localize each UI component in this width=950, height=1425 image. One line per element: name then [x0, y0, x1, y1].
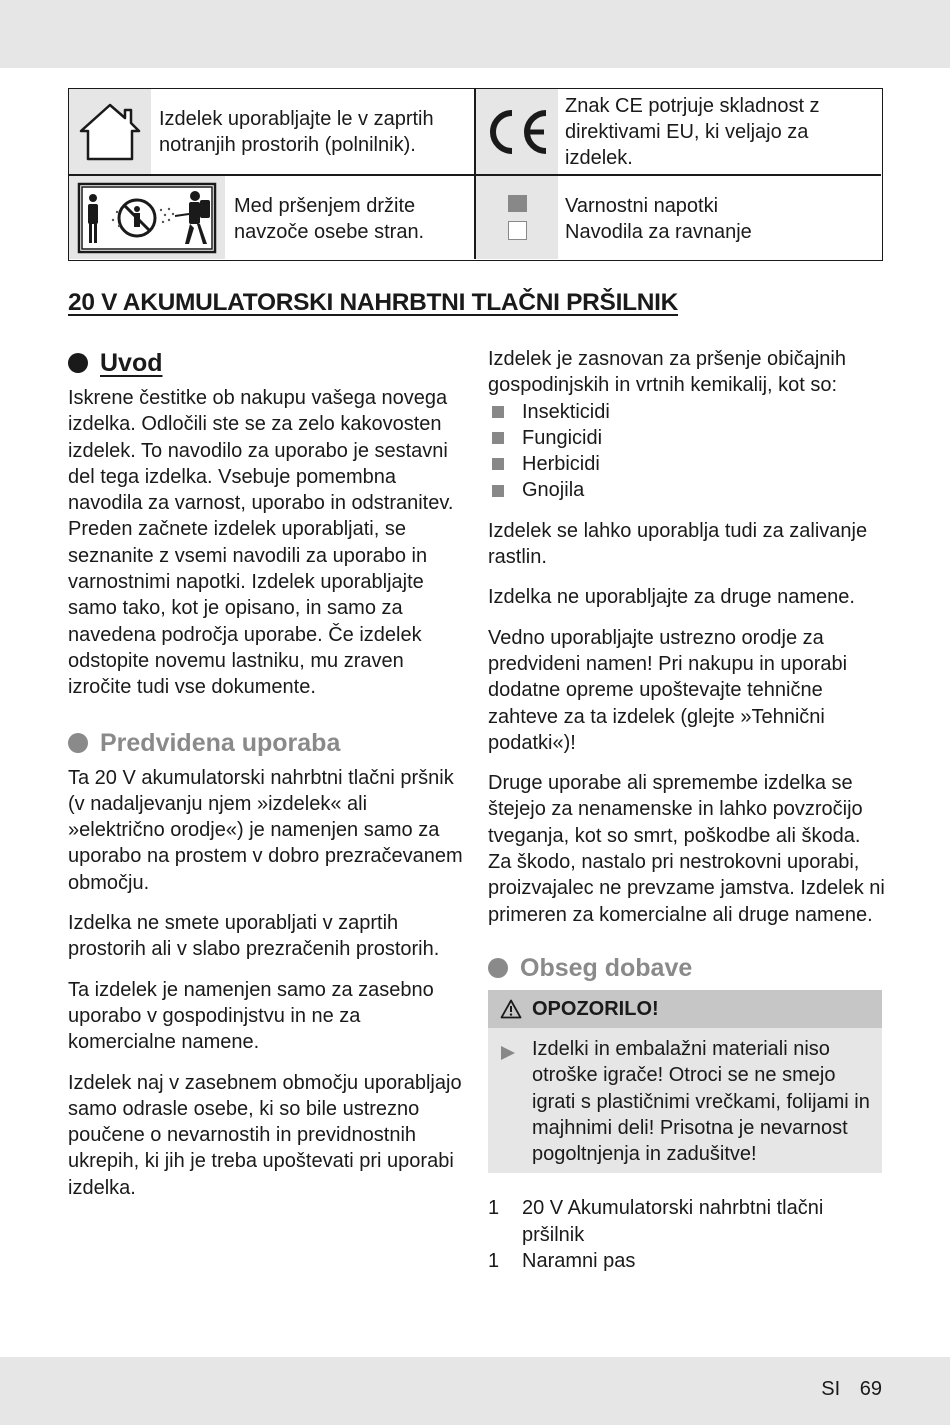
bullet-dot-icon	[488, 958, 508, 978]
list-item: Gnojila	[488, 477, 886, 503]
bullet-dot-icon	[68, 733, 88, 753]
bullet-dot-icon	[68, 353, 88, 373]
warning-header	[488, 990, 882, 1028]
list-item: 1 Naramni pas	[488, 1250, 636, 1273]
page-footer	[821, 1378, 882, 1401]
paragraph: Izdelka ne uporabljajte za druge namene.	[488, 586, 855, 609]
safety-notes-label: Varnostni napotki	[565, 195, 719, 217]
chemicals-list	[488, 399, 886, 504]
paragraph: Izdelka ne smete uporabljati v zaprtih prostorih ali v slabo prezračenih prostorih.	[68, 912, 440, 961]
scope-list	[488, 1195, 886, 1274]
square-bullet-icon	[492, 485, 504, 497]
paragraph: Vedno uporabljajte ustrezno orodje za predvideni namen! Pri nakupu in uporabi dodatne opreme upoštevajte tehnične zahteve za ta izdelek (glejte »Tehnični podatki«)!	[488, 626, 848, 754]
section-heading-scope: Obseg dobave	[488, 950, 886, 986]
safety-note-square-icon	[508, 195, 527, 212]
arrow-right-icon	[500, 1036, 532, 1167]
section-heading-uvod: Uvod	[68, 345, 463, 381]
symbol-text-indoor: Izdelek uporabljajte le v zaprtih notranjih prostorih (polnilnik).	[159, 108, 434, 156]
warning-text: Izdelki in embalažni materiali niso otroške igrače! Otroci se ne smejo igrati s plastičnimi vrečkami, folijami in majhnimi deli! Prisotna je nevarnost pogoltnjenja in zadušitve!	[532, 1037, 870, 1166]
paragraph: Ta 20 V akumulatorski nahrbtni tlačni pršnik (v nadaljevanju njem »izdelek« ali »električno orodje«) je namenjen samo za uporabo na prostem v dobro prezračevanem območju.	[68, 766, 463, 894]
symbol-text-ce: Znak CE potrjuje skladnost z direktivami EU, ki veljajo za izdelek.	[565, 95, 820, 169]
square-bullet-icon	[492, 406, 504, 418]
paragraph: Izdelek se lahko uporablja tudi za zalivanje rastlin.	[488, 519, 868, 569]
section-heading-intended-use: Predvidena uporaba	[68, 725, 463, 761]
list-item: Insekticidi	[488, 399, 886, 425]
paragraph: Ta izdelek je namenjen samo za zasebno uporabo v gospodinjstvu in ne za komercialne namene.	[68, 978, 434, 1054]
symbol-text-bystanders: Med pršenjem držite navzoče osebe stran.	[234, 195, 425, 243]
list-item: Fungicidi	[488, 425, 886, 451]
left-column	[68, 345, 463, 1215]
warning-title: OPOZORILO!	[532, 997, 659, 1020]
symbol-text-notes	[565, 193, 875, 245]
list-item: 1 20 V Akumulatorski nahrbtni tlačni pršilnik	[488, 1197, 824, 1246]
page-title: 20 V AKUMULATORSKI NAHRBTNI TLAČNI PRŠILNIK	[68, 289, 679, 316]
right-column	[488, 346, 886, 1274]
square-bullet-icon	[492, 458, 504, 470]
language-code: SI	[821, 1378, 841, 1400]
notes-symbols	[476, 176, 558, 259]
paragraph: Izdelek naj v zasebnem območju uporabljajo samo odrasle osebe, ki so bile ustrezno poučene o nevarnostih in previdnostnih ukrepih, ki jih je treba upoštevati pri uporabi izdelka.	[68, 1071, 462, 1199]
ce-mark-icon	[476, 89, 558, 174]
keep-bystanders-away-icon	[69, 176, 225, 259]
list-item: Herbicidi	[488, 451, 886, 477]
instructions-label: Navodila za ravnanje	[565, 221, 752, 243]
warning-body	[488, 1028, 882, 1167]
warning-box	[488, 990, 882, 1173]
square-bullet-icon	[492, 432, 504, 444]
top-band	[0, 0, 950, 68]
house-icon	[69, 89, 151, 174]
bottom-band	[0, 1357, 950, 1425]
symbol-table	[68, 88, 883, 261]
warning-triangle-icon	[500, 999, 522, 1019]
instruction-square-icon	[508, 221, 527, 240]
uvod-paragraph: Iskrene čestitke ob nakupu vašega novega izdelka. Odločili ste se za zelo kakovosten izdelek. To navodilo za uporabo je sestavni del tega izdelka. Vsebuje pomembna navodila za varnost, uporabo in odstranitev. Preden začnete izdelek uporabljati, se seznanite z vsemi navodili za uporabo in varnostnimi napotki. Izdelek uporabljajte samo tako, kot je opisano, in samo za navedena področja uporabe. Če izdelek odstopite novemu lastniku, mu zraven izročite tudi vse dokumente.	[68, 387, 454, 699]
page-number: 69	[859, 1378, 882, 1400]
paragraph: Izdelek je zasnovan za pršenje običajnih gospodinjskih in vrtnih kemikalij, kot so:	[488, 348, 846, 397]
paragraph: Druge uporabe ali spremembe izdelka se štejejo za nenamenske in lahko povzročijo tveganja, kot so smrt, poškodbe ali škoda. Za škodo, nastalo pri nestrokovni uporabi, proizvajalec ne prevzame jamstva. Izdelek ni primeren za komercialne ali druge namene.	[488, 772, 885, 926]
